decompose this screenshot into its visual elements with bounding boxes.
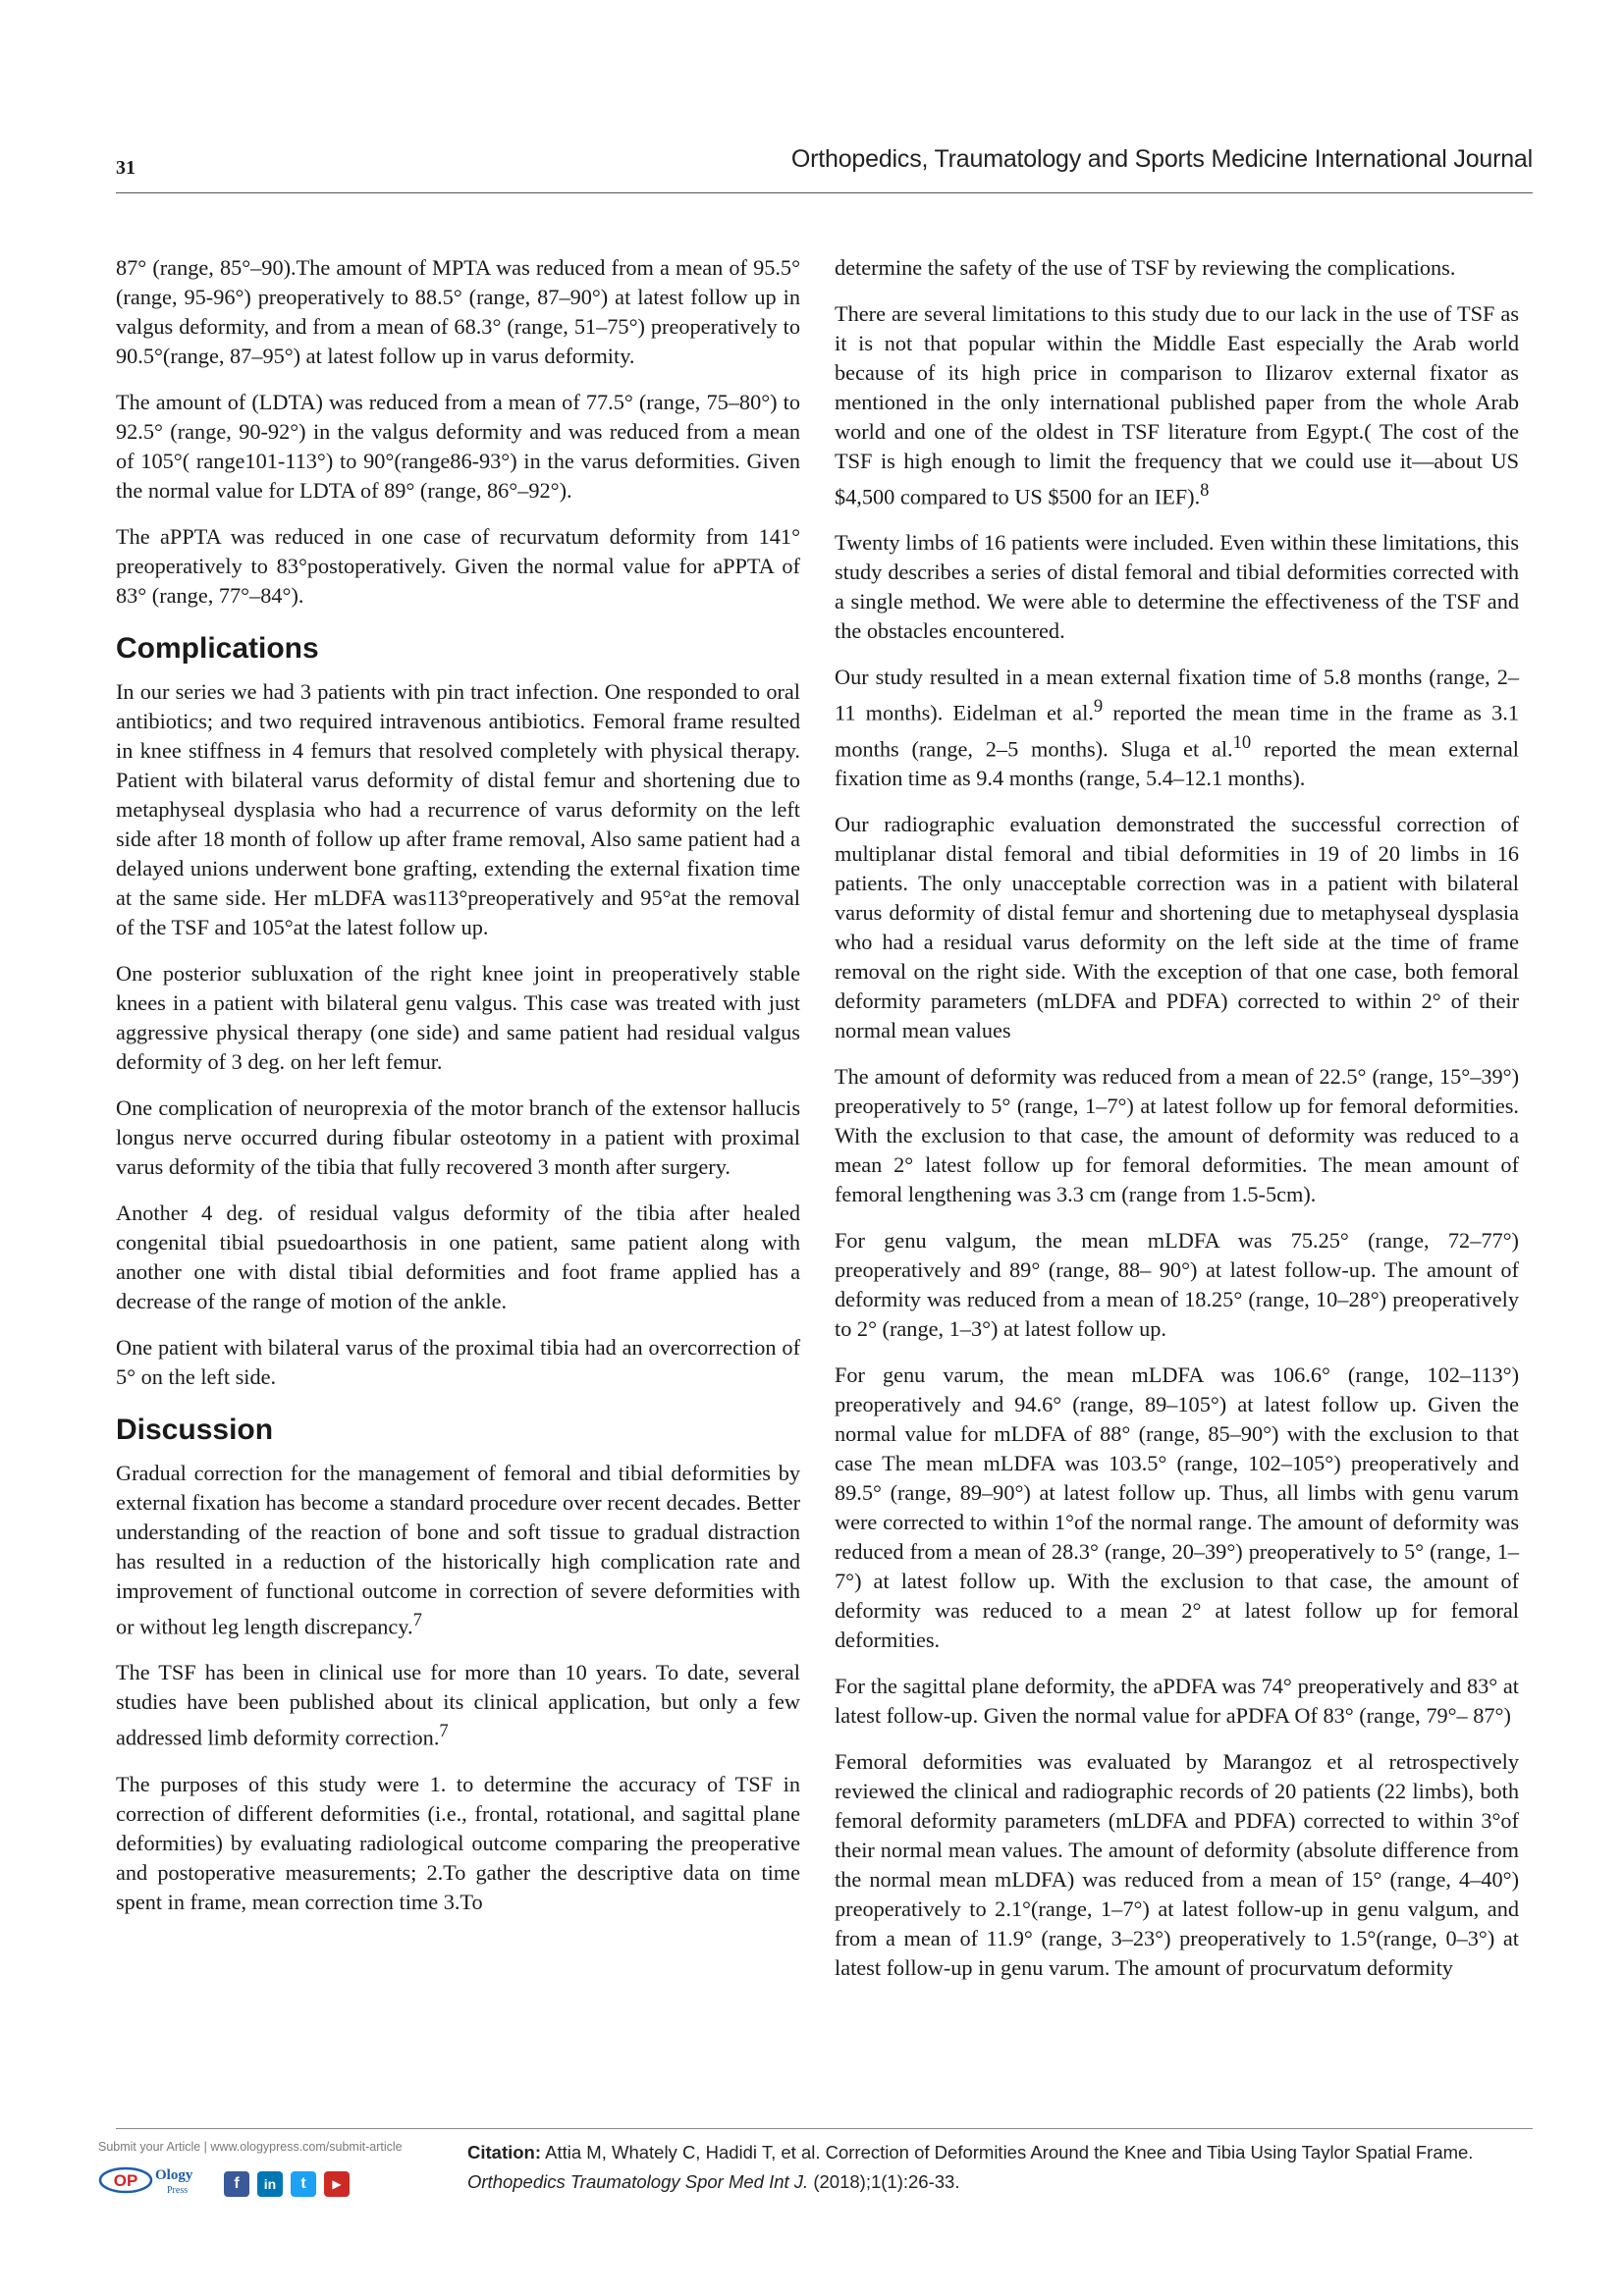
reference-number[interactable]: 10 <box>1232 731 1252 753</box>
paragraph <box>835 299 1519 511</box>
page-number: 31 <box>116 157 135 179</box>
paragraph: For genu valgum, the mean mLDFA was 75.25° (range, 72–77°) preoperatively and 89° (range, 88– 90°) at latest follow-up. The amount of deformity was reduced from a mean of 18.25° (range, 10–28°) preoperatively to 2° (range, 1–3°) at latest follow up. <box>835 1228 1519 1342</box>
paragraph: Our radiographic evaluation demonstrated the successful correction of multiplanar distal femoral and tibial deformities in 19 of 20 limbs in 16 patients. The only unacceptable correction was in a patient with bilateral varus deformity of distal femur and shortening due to metaphyseal dysplasia who had a residual varus deformity on the left side at the time of frame removal on the right side. With the exception of that one case, both femoral deformity parameters (mLDFA and PDFA) corrected to within 2° of their normal mean values <box>835 812 1519 1043</box>
citation <box>467 2138 1533 2197</box>
journal-title: Orthopedics, Traumatology and Sports Medicine International Journal <box>790 145 1533 173</box>
twitter-icon[interactable]: t <box>291 2171 316 2197</box>
reference-number[interactable]: 7 <box>439 1721 449 1742</box>
footer-divider <box>116 2128 1533 2129</box>
paragraph: One complication of neuroprexia of the motor branch of the extensor hallucis longus nerve occurred during fibular osteotomy in a patient with proximal varus deformity of the tibia that fully recovered 3 month after surgery. <box>116 1095 800 1179</box>
reference-number[interactable]: 8 <box>1200 480 1210 501</box>
paragraph: For genu varum, the mean mLDFA was 106.6° (range, 102–113°) preoperatively and 94.6° (range, 89–105°) at latest follow up. Given the normal value for mLDFA of 88° (range, 85–90°) with the exclusion to that case The mean mLDFA was 103.5° (range, 102–105°) preoperatively and 89.5° (range, 89–90°) at latest follow up. Thus, all limbs with genu varum were corrected to within 1°of the normal range. The amount of deformity was reduced from a mean of 28.3° (range, 20–39°) preoperatively to 5° (range, 1–7°) at latest follow up. With the exclusion to that case, the amount of deformity was reduced to a mean 2° at latest follow up for femoral deformities. <box>835 1362 1519 1653</box>
paragraph: The amount of deformity was reduced from a mean of 22.5° (range, 15°–39°) preoperatively to 5° (range, 1–7°) at latest follow up for femoral deformities. With the exclusion to that case, the amount of deformity was reduced to a mean 2° latest follow up for femoral deformities. The mean amount of femoral lengthening was 3.3 cm (range from 1.5-5cm). <box>835 1064 1519 1207</box>
paragraph: For the sagittal plane deformity, the aPDFA was 74° preoperatively and 83° at latest follow-up. Given the normal value for aPDFA Of 83° (range, 79°– 87°) <box>835 1674 1519 1729</box>
paragraph: The amount of (LDTA) was reduced from a mean of 77.5° (range, 75–80°) to 92.5° (range, 90-92°) in the valgus deformity and was reduced from a mean of 105°( range101-113°) to 90°(range86-93°) in the varus deformities. Given the normal value for LDTA of 89° (range, 86°–92°). <box>116 390 800 503</box>
right-column <box>835 253 1519 2000</box>
citation-label: Citation: <box>467 2142 542 2163</box>
linkedin-icon[interactable]: in <box>257 2171 283 2197</box>
citation-journal: Orthopedics Traumatology Spor Med Int J. <box>467 2171 809 2192</box>
paragraph-text: There are several limitations to this study due to our lack in the use of TSF as it is not that popular within the Middle East especially the Arab world because of its high price in comparison to Ilizarov external fixator as mentioned in the only international published paper from the whole Arab world and one of the oldest in TSF literature from Egypt.( The cost of the TSF is high enough to limit the frequency that we could use it—about US $4,500 compared to US $500 for an IEF). <box>835 301 1519 509</box>
paragraph: One posterior subluxation of the right knee joint in preoperatively stable knees in a patient with bilateral genu valgus. This case was treated with just aggressive physical therapy (one side) and same patient had residual valgus deformity of 3 deg. on her left femur. <box>116 961 800 1074</box>
paragraph <box>835 663 1519 793</box>
paragraph <box>116 1459 800 1641</box>
paragraph: Femoral deformities was evaluated by Marangoz et al retrospectively reviewed the clinical and radiographic records of 20 patients (22 limbs), both femoral deformity parameters (mLDFA and PDFA) corrected to within 3°of their normal mean values. The amount of deformity (absolute difference from the normal mean mLDFA) was reduced from a mean of 15° (range, 4–40°) preoperatively to 2.1°(range, 1–7°) at latest follow-up in genu valgum, and from a mean of 11.9° (range, 3–23°) preoperatively to 1.5°(range, 0–3°) at latest follow-up in genu varum. The amount of procurvatum deformity <box>835 1749 1519 1981</box>
paragraph: The aPPTA was reduced in one case of recurvatum deformity from 141° preoperatively to 83°postoperatively. Given the normal value for aPPTA of 83° (range, 77°–84°). <box>116 524 800 608</box>
section-heading-complications: Complications <box>116 632 319 665</box>
citation-tail: (2018);1(1):26-33. <box>808 2171 960 2192</box>
paragraph: Twenty limbs of 16 patients were included. Even within these limitations, this study describes a series of distal femoral and tibial deformities corrected with a single method. We were able to determine the effectiveness of the TSF and the obstacles encountered. <box>835 530 1519 644</box>
paragraph: In our series we had 3 patients with pin tract infection. One responded to oral antibiotics; and two required intravenous antibiotics. Femoral frame resulted in knee stiffness in 4 femurs that resolved completely with physical therapy. Patient with bilateral varus deformity of distal femur and shortening due to metaphyseal dysplasia who had a recurrence of varus deformity on the left side after 18 month of follow up after frame removal, Also same patient had a delayed unions underwent bone grafting, extending the external fixation time at the same side. Her mLDFA was113°preoperatively and 95°at the removal of the TSF and 105°at the latest follow up. <box>116 679 800 939</box>
paragraph: Another 4 deg. of residual valgus deformity of the tibia after healed congenital tibial psuedoarthosis in one patient, same patient along with another one with distal tibial deformities and foot frame applied has a decrease of the range of motion of the ankle. <box>116 1201 800 1313</box>
paragraph: One patient with bilateral varus of the proximal tibia had an overcorrection of 5° on the left side. <box>116 1335 800 1389</box>
paragraph-text: Our study resulted in a mean external fixation time of 5.8 months (range, 2–11 months). Eidelman et al. <box>835 665 1519 725</box>
youtube-icon[interactable]: ▶ <box>324 2171 350 2197</box>
header-divider <box>116 192 1533 193</box>
paragraph-text: reported the mean time in the frame as 3.1 months (range, 2–5 months). Sluga et al. <box>835 700 1519 762</box>
facebook-icon[interactable]: f <box>224 2171 249 2197</box>
paragraph-text: reported the mean external fixation time as 9.4 months (range, 5.4–12.1 months). <box>835 736 1520 791</box>
submit-article-link[interactable]: Submit your Article | www.ologypress.com/submit-article <box>98 2140 403 2154</box>
reference-number[interactable]: 9 <box>1093 696 1104 718</box>
left-column <box>116 253 800 1934</box>
paragraph-text: The TSF has been in clinical use for more than 10 years. To date, several studies have been published about its clinical application, but only a few addressed limb deformity correction. <box>116 1660 800 1750</box>
logo-ology-text: Ology <box>155 2167 193 2183</box>
paragraph: determine the safety of the use of TSF by reviewing the complications. <box>835 255 1456 280</box>
logo-press-text: Press <box>167 2185 189 2196</box>
paragraph-text: Gradual correction for the management of femoral and tibial deformities by external fixation has become a standard procedure over recent decades. Better understanding of the reaction of bone and soft tissue to gradual distraction has resulted in a reduction of the historically high complication rate and improvement of functional outcome in correction of severe deformities with or without leg length discrepancy. <box>116 1461 800 1639</box>
ology-press-logo[interactable] <box>98 2163 211 2199</box>
section-heading-discussion: Discussion <box>116 1414 274 1446</box>
paragraph: 87° (range, 85°–90).The amount of MPTA was reduced from a mean of 95.5° (range, 95-96°) preoperatively to 88.5° (range, 87–90°) at latest follow up in valgus deformity, and from a mean of 68.3° (range, 51–75°) preoperatively to 90.5°(range, 87–95°) at latest follow up in varus deformity. <box>116 255 800 368</box>
paragraph: The purposes of this study were 1. to determine the accuracy of TSF in correction of different deformities (i.e., frontal, rotational, and sagittal plane deformities) by evaluating radiological outcome comparing the preoperative and postoperative measurements; 2.To gather the descriptive data on time spent in frame, mean correction time 3.To <box>116 1771 800 1914</box>
paragraph <box>116 1658 800 1752</box>
citation-text: Attia M, Whately C, Hadidi T, et al. Correction of Deformities Around the Knee and Tibia Using Taylor Spatial Frame. <box>541 2142 1474 2163</box>
logo-op-text: OP <box>113 2171 138 2190</box>
reference-number[interactable]: 7 <box>412 1610 422 1630</box>
